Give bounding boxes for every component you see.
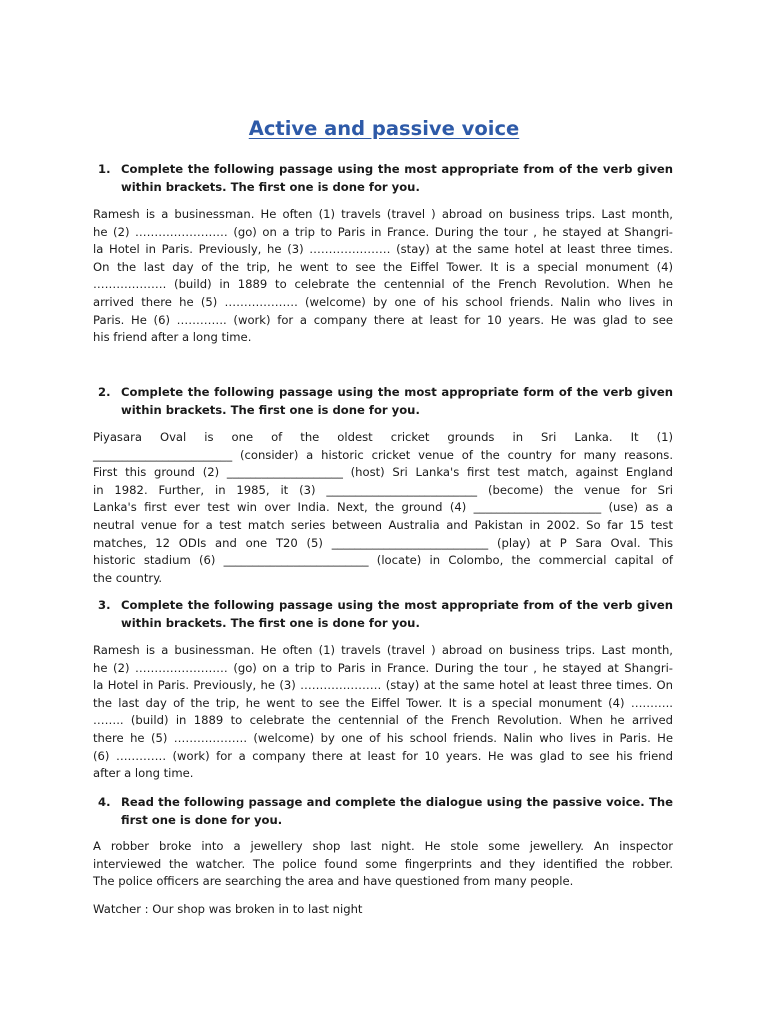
passage-line: he (2) …………………… (go) on a trip to Paris in France. During the tour , he stayed at Shangri- (93, 224, 673, 239)
dialogue-line (93, 901, 673, 919)
question-number: 1. (98, 162, 111, 176)
question-instruction: Read the following passage and complete the dialogue using the passive voice. The first one is done for you. (121, 795, 673, 827)
passage-line: his friend after a long time. (93, 330, 252, 345)
passage-line: after a long time. (93, 766, 194, 781)
question-number: 3. (98, 598, 111, 612)
question-4-heading (93, 794, 673, 829)
passage-line: ………………. (build) in 1889 to celebrate the centennial of the French Revolution. When he (93, 277, 673, 292)
passage-line: the last day of the trip, he went to see the Eiffel Tower. It is a special monument (4) ……….. (93, 695, 673, 710)
passage-line: Ramesh is a businessman. He often (1) travels (travel ) abroad on business trips. Last month, (93, 207, 673, 221)
passage-line: interviewed the watcher. The police found some fingerprints and they identified the robber. (93, 856, 673, 871)
passage-line: la Hotel in Paris. Previously, he (3) ………………… (stay) at the same hotel at least three times. (93, 242, 673, 257)
question-instruction: Complete the following passage using the most appropriate from of the verb given within brackets. The first one is done for you. (121, 162, 673, 194)
question-instruction: Complete the following passage using the most appropriate form of the verb given within brackets. The first one is done for you. (121, 385, 673, 417)
passage-line: he (2) …………………… (go) on a trip to Paris in France. During the tour , he stayed at Shangri- (93, 660, 673, 675)
watcher-dialogue: Watcher : Our shop was broken in to last night (93, 902, 363, 916)
passage-line: …….. (build) in 1889 to celebrate the centennial of the French Revolution. When he arrived (93, 713, 673, 728)
passage-line: the country. (93, 570, 163, 585)
passage-line: there he (5) ………………. (welcome) by one of his school friends. Nalin who lives in Paris. He (93, 730, 673, 745)
question-instruction: Complete the following passage using the most appropriate from of the verb given within brackets. The first one is done for you. (121, 598, 673, 630)
passage-line: matches, 12 ODIs and one T20 (5) ___________________________ (play) at P Sara Oval. This (93, 535, 673, 550)
passage-line: in 1982. Further, in 1985, it (3) __________________________ (become) the venue for Sri (93, 482, 673, 497)
passage-line: On the last day of the trip, he went to see the Eiffel Tower. It is a special monument (4) (93, 259, 673, 274)
question-2-heading (93, 384, 673, 419)
passage-line: Lanka's first ever test win over India. Next, the ground (4) ______________________ (use) as a (93, 500, 673, 515)
passage-line: First this ground (2) ____________________ (host) Sri Lanka's first test match, against England (93, 465, 673, 480)
passage-line: Piyasara Oval is one of the oldest cricket grounds in Sri Lanka. It (1) (93, 430, 673, 444)
question-1-passage (93, 206, 673, 347)
question-4-passage (93, 838, 673, 891)
passage-line: arrived there he (5) ………………. (welcome) by one of his school friends. Nalin who lives in (93, 294, 673, 309)
question-3-passage (93, 642, 673, 783)
passage-line: A robber broke into a jewellery shop last night. He stole some jewellery. An inspector (93, 839, 673, 853)
passage-line: la Hotel in Paris. Previously, he (3) ………………… (stay) at the same hotel at least three times. On (93, 678, 673, 693)
question-3-heading (93, 597, 673, 632)
question-number: 2. (98, 385, 111, 399)
passage-line: neutral venue for a test match series between Australia and Pakistan in 2002. So far 15 test (93, 517, 673, 532)
page-title: Active and passive voice (248, 117, 520, 140)
passage-line: Paris. He (6) …………. (work) for a company there at least for 10 years. He was glad to see (93, 312, 673, 327)
passage-line: historic stadium (6) _________________________ (locate) in Colombo, the commercial capital of (93, 553, 673, 568)
question-number: 4. (98, 795, 111, 809)
passage-line: ________________________ (consider) a historic cricket venue of the country for many reasons. (93, 447, 673, 462)
passage-line: The police officers are searching the area and have questioned from many people. (93, 874, 574, 889)
passage-line: (6) …………. (work) for a company there at least for 10 years. He was glad to see his friend (93, 748, 673, 763)
passage-line: Ramesh is a businessman. He often (1) travels (travel ) abroad on business trips. Last month, (93, 643, 673, 657)
question-2-passage (93, 429, 673, 587)
question-1-heading (93, 161, 673, 196)
